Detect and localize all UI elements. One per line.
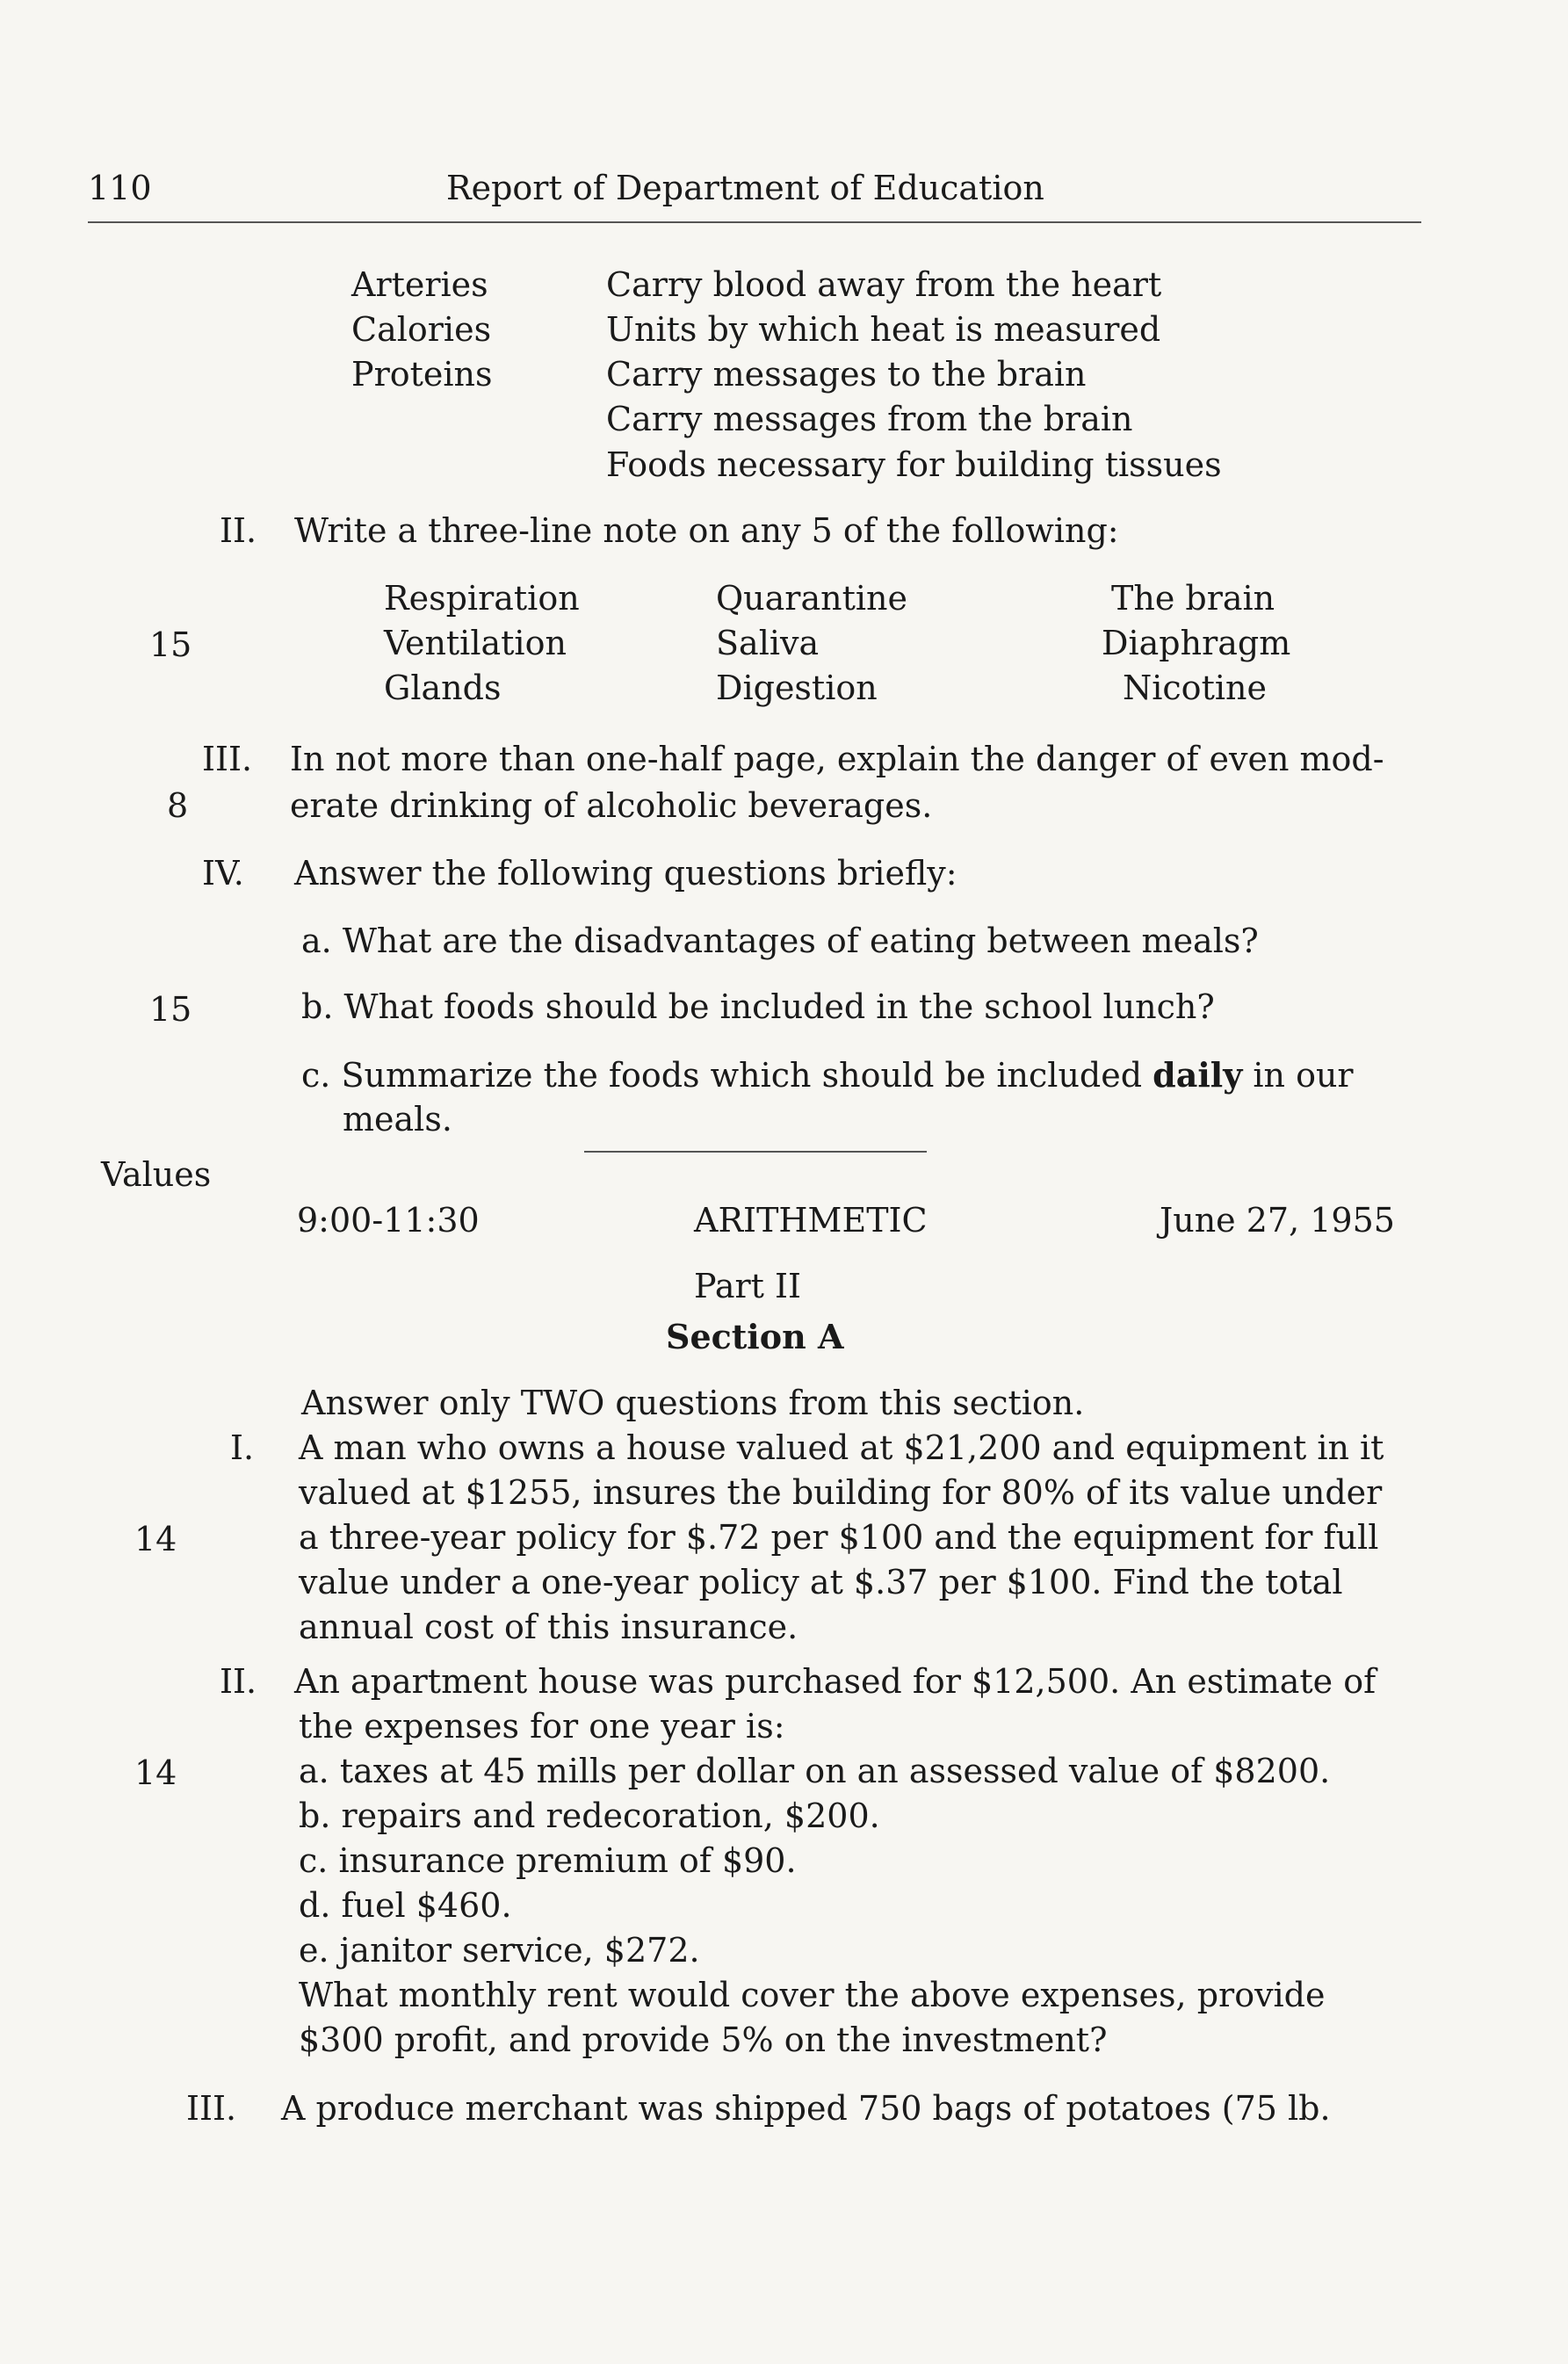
matching-definition: Units by which heat is measured	[606, 310, 1161, 349]
question-text: the expenses for one year is:	[299, 1707, 785, 1746]
question-text: What monthly rent would cover the above expenses, provide	[299, 1976, 1326, 2014]
question-numeral: I.	[230, 1428, 255, 1467]
topic-item: Nicotine	[1123, 669, 1267, 707]
question-numeral: III.	[186, 2089, 237, 2128]
question-text: erate drinking of alcoholic beverages.	[290, 786, 933, 825]
matching-term: Arteries	[351, 265, 488, 304]
expense-item: e. janitor service, $272.	[299, 1931, 700, 1970]
expense-item: a. taxes at 45 mills per dollar on an assessed value of $8200.	[299, 1752, 1331, 1790]
section-heading: Section A	[666, 1317, 844, 1356]
sub-question: meals.	[343, 1100, 452, 1139]
matching-definition: Carry messages from the brain	[606, 400, 1133, 438]
sub-question: a. What are the disadvantages of eating between meals?	[301, 922, 1259, 960]
running-title: Report of Department of Education	[446, 169, 1044, 207]
question-text: A produce merchant was shipped 750 bags of potatoes (75 lb.	[281, 2089, 1331, 2128]
topic-item: The brain	[1111, 579, 1275, 618]
topic-item: Ventilation	[384, 624, 567, 662]
question-text: annual cost of this insurance.	[299, 1608, 798, 1646]
topic-item: Respiration	[384, 579, 580, 618]
topic-item: Quarantine	[716, 579, 907, 618]
topic-item: Glands	[384, 669, 502, 707]
question-value: 15	[149, 625, 192, 664]
topic-item: Diaphragm	[1102, 624, 1291, 662]
question-numeral: II.	[220, 511, 257, 550]
question-numeral: III.	[202, 740, 253, 778]
section-divider	[584, 1151, 927, 1153]
question-text: A man who owns a house valued at $21,200 and equipment in it	[299, 1428, 1384, 1467]
sub-question-text: c. Summarize the foods which should be included	[301, 1056, 1153, 1095]
header-rule	[88, 221, 1421, 223]
matching-definition: Foods necessary for building tissues	[606, 445, 1222, 484]
expense-item: c. insurance premium of $90.	[299, 1841, 797, 1880]
question-numeral: II.	[220, 1662, 257, 1701]
sub-question	[301, 1055, 1354, 1095]
matching-term: Proteins	[351, 355, 493, 394]
question-text: An apartment house was purchased for $12,500. An estimate of	[294, 1662, 1377, 1701]
exam-subject: ARITHMETIC	[694, 1201, 928, 1240]
matching-term: Calories	[351, 310, 492, 349]
expense-item: b. repairs and redecoration, $200.	[299, 1796, 880, 1835]
emphasis-text: daily	[1153, 1055, 1243, 1095]
question-text: $300 profit, and provide 5% on the investment?	[299, 2021, 1108, 2059]
topic-item: Digestion	[716, 669, 878, 707]
sub-question-text: in our	[1242, 1056, 1354, 1095]
question-text: valued at $1255, insures the building for 80% of its value under	[299, 1473, 1383, 1512]
sub-question: b. What foods should be included in the school lunch?	[301, 987, 1215, 1026]
topic-item: Saliva	[716, 624, 820, 662]
exam-time: 9:00-11:30	[297, 1201, 480, 1240]
question-value: 8	[167, 786, 189, 825]
question-numeral: IV.	[202, 854, 244, 893]
matching-definition: Carry messages to the brain	[606, 355, 1087, 394]
question-instruction: Write a three-line note on any 5 of the following:	[294, 511, 1119, 550]
question-text: value under a one-year policy at $.37 per $100. Find the total	[299, 1563, 1343, 1601]
question-value: 14	[134, 1520, 177, 1558]
question-text: In not more than one-half page, explain the danger of even mod-	[290, 740, 1384, 778]
question-text: a three-year policy for $.72 per $100 and the equipment for full	[299, 1518, 1379, 1557]
question-instruction: Answer the following questions briefly:	[294, 854, 957, 893]
page-number: 110	[88, 169, 152, 207]
values-label: Values	[101, 1155, 212, 1194]
question-value: 15	[149, 990, 192, 1029]
exam-date: June 27, 1955	[1160, 1201, 1395, 1240]
question-value: 14	[134, 1753, 177, 1792]
exam-part: Part II	[694, 1267, 802, 1305]
expense-item: d. fuel $460.	[299, 1886, 512, 1925]
section-instruction: Answer only TWO questions from this section.	[301, 1384, 1085, 1422]
matching-definition: Carry blood away from the heart	[606, 265, 1162, 304]
